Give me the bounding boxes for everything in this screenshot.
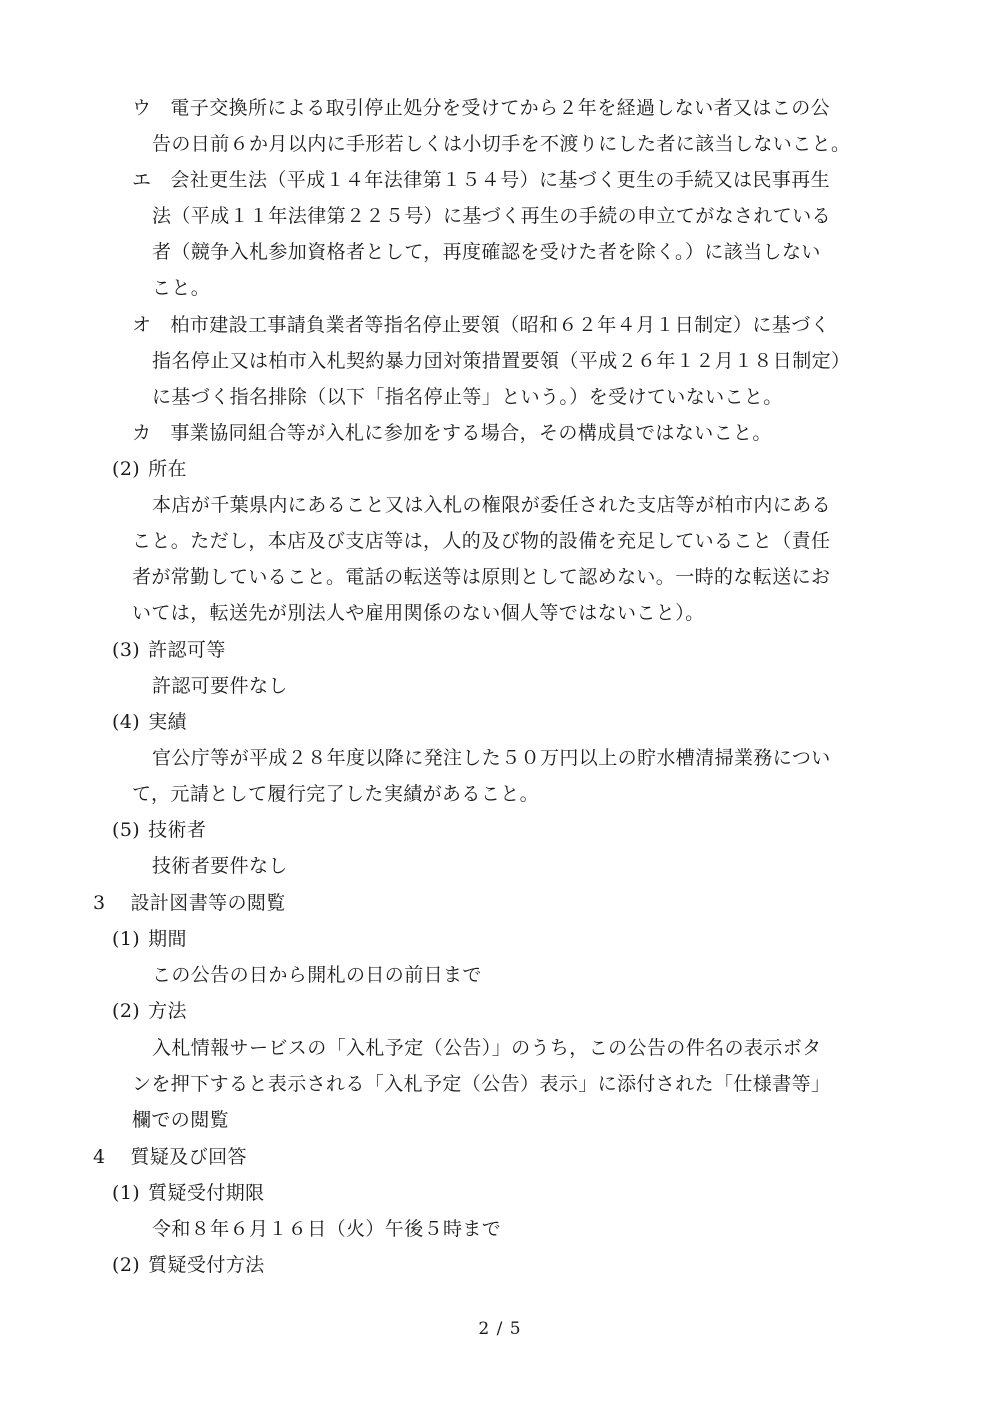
record-line-2: て，元請として履行完了した実績があること。 xyxy=(132,783,540,805)
item-e-line-2: 法（平成１１年法律第２２５号）に基づく再生の手続の申立てがなされている xyxy=(152,205,832,227)
section-number: 4 xyxy=(93,1146,106,1168)
subsection-marker: (1) xyxy=(112,1182,141,1204)
subsection-marker: (3) xyxy=(112,639,141,661)
item-ka-marker: カ xyxy=(132,422,152,444)
item-ka-line-1: カ 事業協同組合等が入札に参加をする場合，その構成員ではないこと。 xyxy=(132,422,772,444)
item-u-line-2: 告の日前６か月以内に手形若しくは小切手を不渡りにした者に該当しないこと。 xyxy=(152,133,851,155)
item-e-line-3: 者（競争入札参加資格者として，再度確認を受けた者を除く。）に該当しない xyxy=(152,241,821,263)
subsection-marker: (5) xyxy=(112,819,141,841)
item-e-line-1: エ 会社更生法（平成１４年法律第１５４号）に基づく更生の手続又は民事再生 xyxy=(132,169,831,191)
subsection-marker: (2) xyxy=(112,1000,141,1022)
subsection-engineer-heading: (5) 技術者 xyxy=(112,819,207,841)
item-o-line-3: に基づく指名排除（以下「指名停止等」という。）を受けていないこと。 xyxy=(152,386,783,408)
method-line-1: 入札情報サービスの「入札予定（公告）」のうち，この公告の件名の表示ボタ xyxy=(152,1037,822,1059)
item-o-line-2: 指名停止又は柏市入札契約暴力団対策措置要領（平成２６年１２月１８日制定） xyxy=(152,350,851,372)
deadline-line-1: 令和８年６月１６日（火）午後５時まで xyxy=(152,1218,502,1240)
subsection-marker: (4) xyxy=(112,711,141,733)
subsection-method-heading: (2) 方法 xyxy=(112,1000,187,1022)
subsection-marker: (1) xyxy=(112,928,141,950)
record-line-1: 官公庁等が平成２８年度以降に発注した５０万円以上の貯水槽清掃業務につい xyxy=(152,747,831,769)
item-u-marker: ウ xyxy=(132,97,152,119)
engineer-line-1: 技術者要件なし xyxy=(152,855,288,877)
subsection-permits-heading: (3) 許認可等 xyxy=(112,639,226,661)
method-line-3: 欄での閲覧 xyxy=(132,1109,230,1131)
location-line-3: 者が常勤していること。電話の転送等は原則として認めない。一時的な転送にお xyxy=(132,566,831,588)
method-line-2: ンを押下すると表示される「入札予定（公告）表示」に添付された「仕様書等」 xyxy=(132,1073,831,1095)
section-3-heading: 3 設計図書等の閲覧 xyxy=(93,892,286,914)
subsection-submission-heading: (2) 質疑受付方法 xyxy=(112,1254,265,1276)
item-u-line-1: ウ 電子交換所による取引停止処分を受けてから２年を経過しない者又はこの公 xyxy=(132,97,831,119)
subsection-period-heading: (1) 期間 xyxy=(112,928,187,950)
subsection-record-heading: (4) 実績 xyxy=(112,711,187,733)
item-e-marker: エ xyxy=(132,169,152,191)
item-o-marker: オ xyxy=(132,314,152,336)
period-line-1: この公告の日から開札の日の前日まで xyxy=(152,964,482,986)
item-e-line-4: こと。 xyxy=(152,277,211,299)
location-line-2: こと。ただし，本店及び支店等は，人的及び物的設備を充足していること（責任 xyxy=(132,530,831,552)
subsection-marker: (2) xyxy=(112,458,141,480)
subsection-location-heading: (2) 所在 xyxy=(112,458,187,480)
subsection-marker: (2) xyxy=(112,1254,141,1276)
permits-line-1: 許認可要件なし xyxy=(152,675,288,697)
subsection-deadline-heading: (1) 質疑受付期限 xyxy=(112,1182,265,1204)
page-number: 2 / 5 xyxy=(478,1319,522,1339)
section-number: 3 xyxy=(93,892,106,914)
item-o-line-1: オ 柏市建設工事請負業者等指名停止要領（昭和６２年４月１日制定）に基づく xyxy=(132,314,831,336)
location-line-4: いては，転送先が別法人や雇用関係のない個人等ではないこと）。 xyxy=(132,602,705,624)
location-line-1: 本店が千葉県内にあること又は入札の権限が委任された支店等が柏市内にある xyxy=(152,494,832,516)
section-4-heading: 4 質疑及び回答 xyxy=(93,1146,247,1168)
